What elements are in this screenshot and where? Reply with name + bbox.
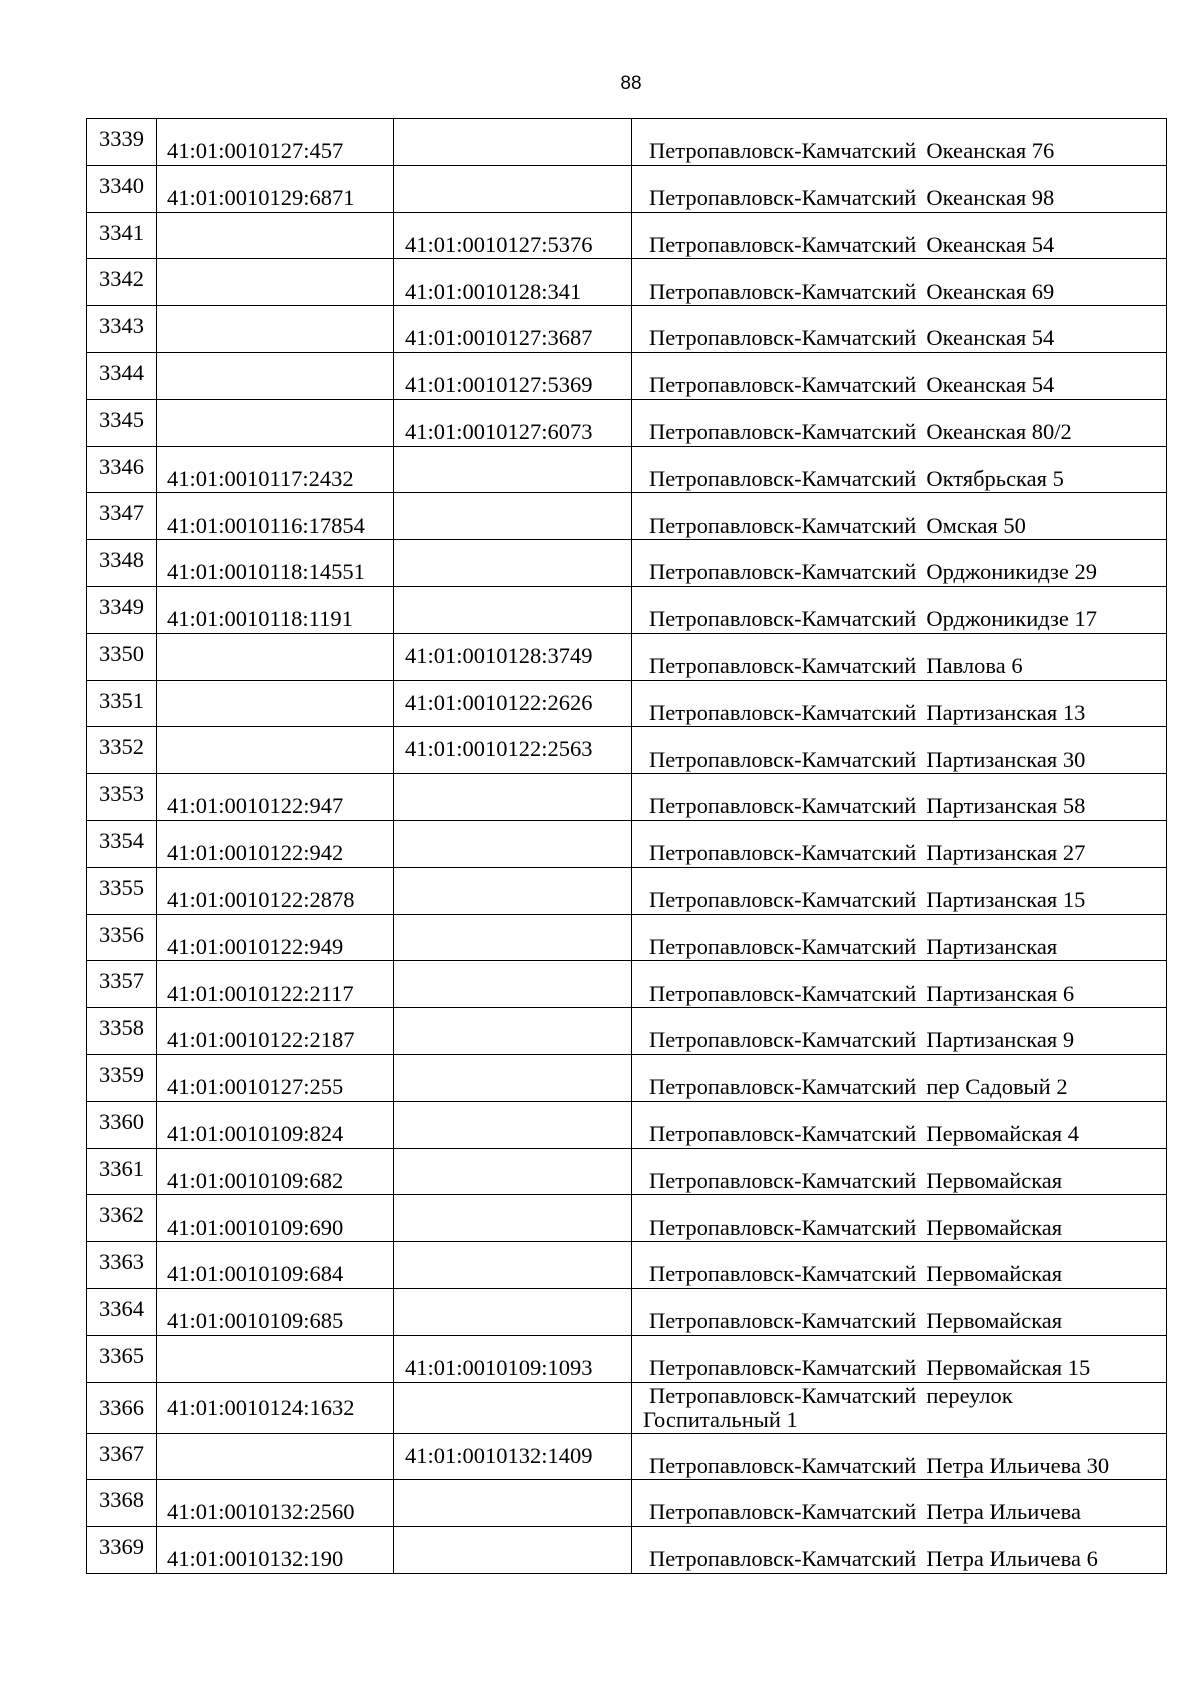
address-street: Партизанская 6 [926,980,1075,1006]
cadastral-number-secondary [394,961,632,1008]
address-cell [632,820,1167,867]
row-number: 3357 [87,961,157,1008]
address-cell [632,1433,1167,1480]
cadastral-number-primary: 41:01:0010132:2560 [157,1480,394,1527]
row-number: 3352 [87,727,157,774]
cadastral-number-primary: 41:01:0010109:682 [157,1148,394,1195]
registry-body [87,119,1167,1574]
address-city: Петропавловск-Камчатский [649,418,917,444]
address-city: Петропавловск-Камчатский [649,1382,917,1408]
address-cell [632,399,1167,446]
cadastral-number-secondary [394,1148,632,1195]
address-street: пер Садовый 2 [926,1074,1068,1100]
table-row [87,493,1167,540]
cadastral-number-primary: 41:01:0010127:255 [157,1054,394,1101]
cadastral-number-secondary [394,1382,632,1433]
address-street: Партизанская [926,933,1058,959]
cadastral-number-primary [157,352,394,399]
cadastral-number-primary [157,1335,394,1382]
table-row [87,867,1167,914]
address-street: Первомайская 4 [926,1120,1080,1146]
address-cell [632,352,1167,399]
cadastral-number-primary: 41:01:0010122:2878 [157,867,394,914]
cadastral-number-primary [157,633,394,680]
address-cell [632,1480,1167,1527]
address-city: Петропавловск-Камчатский [649,1499,917,1525]
cadastral-number-primary: 41:01:0010118:14551 [157,540,394,587]
address-cell [632,212,1167,259]
cadastral-number-primary: 41:01:0010129:6871 [157,165,394,212]
table-row [87,727,1167,774]
cadastral-number-secondary [394,1008,632,1055]
address-city: Петропавловск-Камчатский [649,1027,917,1053]
table-row [87,961,1167,1008]
cadastral-number-secondary [394,820,632,867]
address-cell [632,774,1167,821]
row-number: 3353 [87,774,157,821]
address-street: Петра Ильичева 30 [926,1452,1110,1478]
row-number: 3343 [87,306,157,353]
registry-table [86,118,1167,1574]
row-number: 3368 [87,1480,157,1527]
row-number: 3339 [87,119,157,166]
row-number: 3347 [87,493,157,540]
cadastral-number-primary: 41:01:0010122:2187 [157,1008,394,1055]
address-cell [632,1242,1167,1289]
table-row [87,1335,1167,1382]
row-number: 3344 [87,352,157,399]
address-street: Первомайская [926,1214,1063,1240]
address-street: Партизанская 27 [926,840,1086,866]
cadastral-number-secondary [394,493,632,540]
cadastral-number-primary [157,1433,394,1480]
address-city: Петропавловск-Камчатский [649,886,917,912]
address-cell [632,119,1167,166]
address-street: Омская 50 [926,512,1026,538]
cadastral-number-primary [157,399,394,446]
address-cell [632,1101,1167,1148]
address-city: Петропавловск-Камчатский [649,652,917,678]
address-street: Партизанская 9 [926,1027,1075,1053]
address-cell [632,493,1167,540]
table-row [87,119,1167,166]
table-row [87,633,1167,680]
cadastral-number-secondary [394,1288,632,1335]
table-row [87,1101,1167,1148]
address-cell [632,540,1167,587]
cadastral-number-secondary: 41:01:0010122:2563 [394,727,632,774]
table-row [87,1054,1167,1101]
table-row [87,540,1167,587]
address-cell [632,306,1167,353]
address-city: Петропавловск-Камчатский [649,325,917,351]
address-city: Петропавловск-Камчатский [649,980,917,1006]
row-number: 3348 [87,540,157,587]
address-city: Петропавловск-Камчатский [649,606,917,632]
table-row [87,1288,1167,1335]
cadastral-number-primary: 41:01:0010124:1632 [157,1382,394,1433]
table-row [87,446,1167,493]
row-number: 3365 [87,1335,157,1382]
address-line-2: Госпитальный 1 [643,1406,798,1432]
address-street: Первомайская [926,1308,1063,1334]
cadastral-number-secondary [394,165,632,212]
table-row [87,352,1167,399]
address-street: Партизанская 15 [926,886,1086,912]
address-city: Петропавловск-Камчатский [649,793,917,819]
cadastral-number-secondary: 41:01:0010127:3687 [394,306,632,353]
table-row [87,1195,1167,1242]
address-cell [632,165,1167,212]
address-city: Петропавловск-Камчатский [649,372,917,398]
cadastral-number-secondary: 41:01:0010109:1093 [394,1335,632,1382]
address-street: переулок [926,1382,1013,1408]
cadastral-number-secondary [394,586,632,633]
cadastral-number-primary [157,306,394,353]
address-cell [632,1382,1167,1433]
address-street: Октябрьская 5 [926,465,1064,491]
table-row [87,774,1167,821]
address-city: Петропавловск-Камчатский [649,1452,917,1478]
address-cell [632,259,1167,306]
row-number: 3361 [87,1148,157,1195]
cadastral-number-secondary: 41:01:0010128:3749 [394,633,632,680]
address-city: Петропавловск-Камчатский [649,138,917,164]
table-row [87,1527,1167,1574]
cadastral-number-primary: 41:01:0010122:947 [157,774,394,821]
address-street: Океанская 98 [926,184,1055,210]
cadastral-number-secondary: 41:01:0010127:5369 [394,352,632,399]
table-row [87,399,1167,446]
address-line-1 [643,1384,1166,1408]
row-number: 3342 [87,259,157,306]
table-row [87,1148,1167,1195]
address-cell [632,1527,1167,1574]
address-city: Петропавловск-Камчатский [649,746,917,772]
address-cell [632,586,1167,633]
address-cell [632,1335,1167,1382]
row-number: 3359 [87,1054,157,1101]
address-cell [632,1288,1167,1335]
table-row [87,586,1167,633]
address-city: Петропавловск-Камчатский [649,1546,917,1572]
table-row [87,1008,1167,1055]
address-city: Петропавловск-Камчатский [649,1261,917,1287]
address-city: Петропавловск-Камчатский [649,1354,917,1380]
address-street: Океанская 76 [926,138,1055,164]
address-city: Петропавловск-Камчатский [649,184,917,210]
address-city: Петропавловск-Камчатский [649,1308,917,1334]
cadastral-number-primary: 41:01:0010122:949 [157,914,394,961]
cadastral-number-secondary [394,867,632,914]
address-street: Партизанская 58 [926,793,1086,819]
address-cell [632,727,1167,774]
row-number: 3354 [87,820,157,867]
cadastral-number-secondary: 41:01:0010132:1409 [394,1433,632,1480]
cadastral-number-secondary [394,914,632,961]
row-number: 3360 [87,1101,157,1148]
address-cell [632,914,1167,961]
cadastral-number-primary: 41:01:0010127:457 [157,119,394,166]
address-street: Океанская 54 [926,325,1055,351]
row-number: 3349 [87,586,157,633]
row-number: 3362 [87,1195,157,1242]
address-city: Петропавловск-Камчатский [649,231,917,257]
row-number: 3350 [87,633,157,680]
address-street: Первомайская [926,1261,1063,1287]
cadastral-number-secondary: 41:01:0010127:6073 [394,399,632,446]
address-street: Океанская 69 [926,278,1055,304]
address-street: Первомайская 15 [926,1354,1091,1380]
address-cell [632,633,1167,680]
cadastral-number-primary [157,727,394,774]
address-city: Петропавловск-Камчатский [649,1167,917,1193]
row-number: 3364 [87,1288,157,1335]
cadastral-number-secondary [394,1054,632,1101]
address-street: Партизанская 13 [926,699,1086,725]
table-row [87,306,1167,353]
table-row [87,1433,1167,1480]
table-row [87,165,1167,212]
address-city: Петропавловск-Камчатский [649,465,917,491]
address-city: Петропавловск-Камчатский [649,559,917,585]
cadastral-number-secondary [394,774,632,821]
cadastral-number-secondary [394,1480,632,1527]
address-street: Первомайская [926,1167,1063,1193]
cadastral-number-secondary [394,1195,632,1242]
cadastral-number-primary: 41:01:0010109:690 [157,1195,394,1242]
cadastral-number-secondary: 41:01:0010122:2626 [394,680,632,727]
table-row [87,820,1167,867]
address-cell [632,1148,1167,1195]
address-street: Павлова 6 [926,652,1023,678]
cadastral-number-primary: 41:01:0010132:190 [157,1527,394,1574]
cadastral-number-secondary [394,119,632,166]
address-cell [632,867,1167,914]
address-street: Океанская 80/2 [926,418,1072,444]
table-row [87,914,1167,961]
page-number: 88 [620,73,642,94]
address-cell [632,1195,1167,1242]
address-city: Петропавловск-Камчатский [649,1074,917,1100]
table-row [87,1480,1167,1527]
address-cell [632,446,1167,493]
row-number: 3356 [87,914,157,961]
row-number: 3351 [87,680,157,727]
cadastral-number-primary: 41:01:0010109:685 [157,1288,394,1335]
address-street: Орджоникидзе 17 [926,606,1098,632]
row-number: 3340 [87,165,157,212]
cadastral-number-primary [157,259,394,306]
cadastral-number-secondary [394,1527,632,1574]
table-row [87,259,1167,306]
address-city: Петропавловск-Камчатский [649,278,917,304]
table-row [87,1382,1167,1433]
cadastral-number-primary: 41:01:0010118:1191 [157,586,394,633]
cadastral-number-secondary: 41:01:0010128:341 [394,259,632,306]
row-number: 3355 [87,867,157,914]
cadastral-number-secondary [394,446,632,493]
row-number: 3363 [87,1242,157,1289]
address-street: Партизанская 30 [926,746,1086,772]
address-city: Петропавловск-Камчатский [649,1120,917,1146]
cadastral-number-primary: 41:01:0010109:684 [157,1242,394,1289]
address-street: Океанская 54 [926,231,1055,257]
address-city: Петропавловск-Камчатский [649,933,917,959]
address-street: Петра Ильичева [926,1499,1081,1525]
address-cell [632,1008,1167,1055]
cadastral-number-primary: 41:01:0010109:824 [157,1101,394,1148]
address-city: Петропавловск-Камчатский [649,840,917,866]
cadastral-number-secondary [394,1101,632,1148]
address-street: Океанская 54 [926,372,1055,398]
address-cell [632,961,1167,1008]
row-number: 3358 [87,1008,157,1055]
table-row [87,680,1167,727]
address-city: Петропавловск-Камчатский [649,699,917,725]
cadastral-number-primary: 41:01:0010122:2117 [157,961,394,1008]
cadastral-number-primary: 41:01:0010116:17854 [157,493,394,540]
table-row [87,212,1167,259]
row-number: 3341 [87,212,157,259]
cadastral-number-primary [157,680,394,727]
row-number: 3369 [87,1527,157,1574]
row-number: 3366 [87,1382,157,1433]
cadastral-number-primary [157,212,394,259]
address-cell [632,680,1167,727]
row-number: 3345 [87,399,157,446]
address-cell [632,1054,1167,1101]
row-number: 3367 [87,1433,157,1480]
cadastral-number-secondary [394,540,632,587]
table-row [87,1242,1167,1289]
row-number: 3346 [87,446,157,493]
address-street: Орджоникидзе 29 [926,559,1098,585]
cadastral-number-primary: 41:01:0010122:942 [157,820,394,867]
cadastral-number-primary: 41:01:0010117:2432 [157,446,394,493]
cadastral-number-secondary [394,1242,632,1289]
cadastral-number-secondary: 41:01:0010127:5376 [394,212,632,259]
address-street: Петра Ильичева 6 [926,1546,1098,1572]
address-city: Петропавловск-Камчатский [649,512,917,538]
address-city: Петропавловск-Камчатский [649,1214,917,1240]
